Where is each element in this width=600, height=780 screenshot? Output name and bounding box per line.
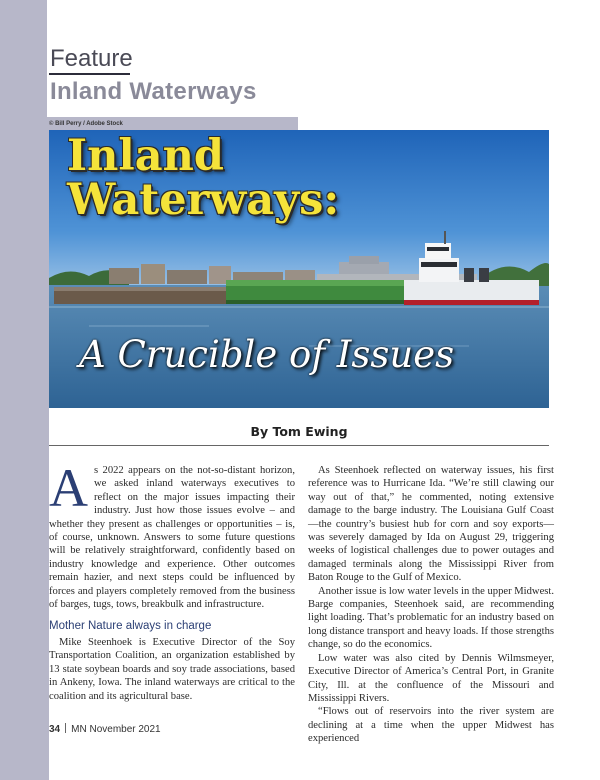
feature-label: Feature xyxy=(50,45,133,72)
article-column-right xyxy=(308,464,554,746)
drop-cap: A xyxy=(49,458,88,518)
paragraph: Low water was also cited by Dennis Wilmsmeyer, Executive Director of America’s Central Port, in Granite City, Ill. at the confluence of the Missouri and Mississippi Rivers. xyxy=(308,652,554,704)
feature-headline xyxy=(67,131,340,225)
hero-photo xyxy=(49,130,549,408)
headline-line-2: Waterways: xyxy=(67,175,340,225)
issue-date: November 2021 xyxy=(89,724,161,735)
paragraph: As Steenhoek reflected on waterway issues, his first reference was to Hurricane Ida. “We’re still clawing our way out of that,” he commented, noting extensive damage to the barge industry. The Louisiana Gulf Coast—the country’s busiest hub for corn and soy exports—was severely damaged by Ida on August 29, triggering weeks of logistical challenges due to power outages and damaged terminals along the Mississippi River from Baton Rouge to the Gulf of Mexico. xyxy=(308,465,554,584)
byline: By Tom Ewing xyxy=(250,424,348,439)
headline-line-1: Inland xyxy=(67,131,224,181)
magazine-name: MN xyxy=(71,724,87,735)
article-column-left xyxy=(49,458,295,703)
paragraph xyxy=(49,458,295,611)
paragraph: Mike Steenhoek is Executive Director of the Soy Transportation Coalition, an organization established by 13 state soybean boards and soy trade associations, based in Ankeny, Iowa. The inland waterways are critical to the coalition and its agricultural base. xyxy=(49,636,295,702)
feature-underline xyxy=(49,73,130,75)
paragraph: “Flows out of reservoirs into the river system are declining at a time when the upper Midwest has experienced xyxy=(308,706,554,745)
subheading: Mother Nature always in charge xyxy=(49,620,212,633)
paragraph: Another issue is low water levels in the upper Midwest. Barge companies, Steenhoek said, are recommending light loading. That’s problematic for an industry based on long distance transport and heavy loads. If those strengths change, so do the economics. xyxy=(308,585,554,651)
photo-credit: © Bill Perry / Adobe Stock xyxy=(49,121,123,127)
paragraph-text: s 2022 appears on the not-so-distant horizon, we asked inland waterways executives to reflect on the major issues impacting their industry. Just how those issues evolve – and whether they present as challenges or opportunities – is, of course, unknown. Answers to some future questions will be relatively straightforward, confidently based on industry knowledge and experience. Other outcomes remain hazier, and next steps could be influenced by forces and players completely removed from the business of barges, tugs, tows, breakbulk and infrastructure. xyxy=(49,465,295,611)
page-footer xyxy=(49,723,161,735)
feature-subtitle: A Crucible of Issues xyxy=(79,333,455,376)
footer-divider xyxy=(65,723,66,733)
page-number: 34 xyxy=(49,724,61,735)
byline-divider xyxy=(49,445,549,446)
section-title: Inland Waterways xyxy=(50,78,257,105)
